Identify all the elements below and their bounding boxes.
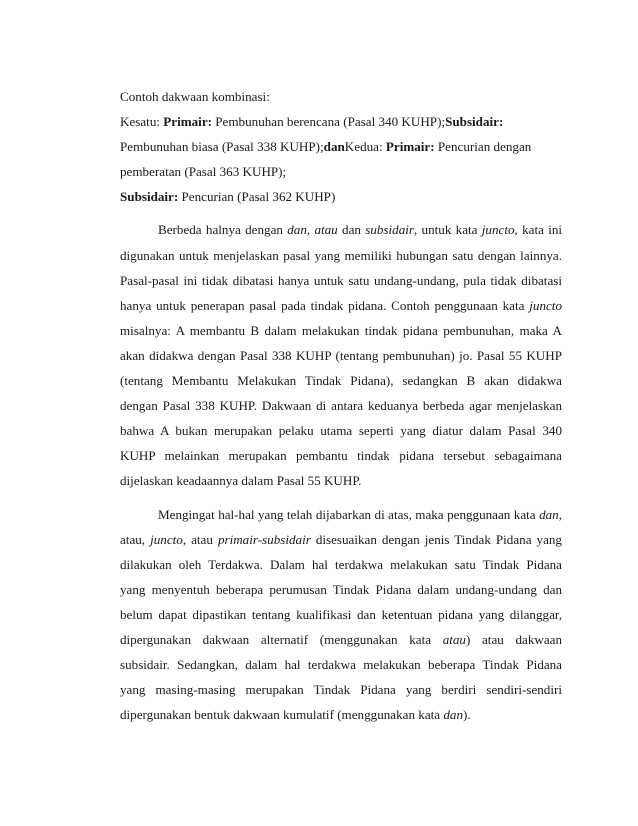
text-span: subsidair. Sedangkan, dalam hal terdakwa melakukan beberapa Tindak Pidana [120, 657, 562, 672]
text-span: dilakukan oleh Terdakwa. Dalam hal terdakwa melakukan satu Tindak Pidana [120, 557, 562, 572]
italic-span: dan [443, 707, 464, 722]
example-heading-text: Contoh dakwaan kombinasi: [120, 89, 270, 104]
example-line-1 [120, 114, 562, 130]
para2-line-3 [120, 557, 562, 573]
text-span: , untuk kata [413, 222, 482, 237]
text-span: bahwa A bukan merupakan pelaku utama seperti yang diatur dalam Pasal 340 [120, 423, 562, 438]
text-span: (tentang Membantu Melakukan Tindak Pidana), sedangkan B akan didakwa [120, 373, 562, 388]
text-span: Pembunuhan berencana (Pasal 340 KUHP); [212, 114, 446, 129]
italic-span: juncto [529, 298, 562, 313]
bold-span: dan [323, 139, 345, 154]
para1-line-11 [120, 473, 562, 489]
text-span: dan [337, 222, 366, 237]
para2-line-1 [158, 507, 562, 523]
text-span: Pencurian (Pasal 362 KUHP) [178, 189, 336, 204]
text-span: digunakan untuk menjelaskan pasal yang memiliki hubungan satu dengan lainnya. [120, 248, 562, 263]
bold-span: Subsidair: [120, 189, 179, 204]
text-span: disesuaikan dengan jenis Tindak Pidana yang [310, 532, 562, 547]
italic-span: subsidair [365, 222, 414, 237]
text-span: belum dapat dipastikan tentang kualifikasi dan ketentuan pidana yang dilanggar, [120, 607, 562, 622]
text-span: dipergunakan dakwaan alternatif (menggunakan kata [120, 632, 443, 647]
italic-span: dan, atau [287, 222, 338, 237]
text-span: yang menyentuh beberapa perumusan Tindak Pidana dalam undang-undang dan [120, 582, 562, 597]
para1-line-10 [120, 448, 562, 464]
bold-span: Subsidair: [445, 114, 504, 129]
text-span: hanya untuk penerapan pasal pada tindak pidana. Contoh penggunaan kata [120, 298, 530, 313]
italic-span: juncto [150, 532, 183, 547]
text-span: akan didakwa dengan Pasal 338 KUHP (tentang pembunuhan) jo. Pasal 55 KUHP [120, 348, 562, 363]
text-span: yang masing-masing merupakan Tindak Pidana yang berdiri sendiri-sendiri [120, 682, 562, 697]
text-span: ) atau dakwaan [465, 632, 562, 647]
para1-line-3 [120, 273, 562, 289]
example-line-2 [120, 139, 562, 155]
para2-line-7 [120, 657, 562, 673]
para2-line-5 [120, 607, 562, 623]
bold-span: Primair: [163, 114, 212, 129]
italic-span: atau [442, 632, 466, 647]
para2-line-6 [120, 632, 562, 648]
text-span: Kedua: [344, 139, 386, 154]
para1-line-2 [120, 248, 562, 264]
para1-line-8 [120, 398, 562, 414]
para1-line-5 [120, 323, 562, 339]
italic-span: juncto [481, 222, 515, 237]
text-span: ). [463, 707, 471, 722]
para1-line-9 [120, 423, 562, 439]
para2-line-2 [120, 532, 562, 548]
para2-line-4 [120, 582, 562, 598]
text-span: atau, [120, 532, 151, 547]
text-span: dengan Pasal 338 KUHP. Dakwaan di antara keduanya berbeda agar menjelaskan [120, 398, 562, 413]
example-line-4 [120, 189, 562, 205]
text-span: Pencurian dengan [434, 139, 532, 154]
italic-span: primair-subsidair [217, 532, 311, 547]
para1-line-4 [120, 298, 562, 314]
para2-line-9 [120, 707, 562, 723]
bold-span: Primair: [385, 139, 435, 154]
text-span: KUHP melainkan merupakan pembantu tindak pidana tersebut sebagaimana [120, 448, 562, 463]
text-span: , kata ini [514, 222, 563, 237]
italic-span: dan [539, 507, 559, 522]
text-span: Berbeda halnya dengan [158, 222, 288, 237]
text-span: Pembunuhan biasa (Pasal 338 KUHP); [120, 139, 324, 154]
text-span: misalnya: A membantu B dalam melakukan tindak pidana pembunuhan, maka A [120, 323, 562, 338]
example-heading [120, 89, 562, 105]
text-span: Kesatu: [120, 114, 164, 129]
text-span: dijelaskan keadaannya dalam Pasal 55 KUHP. [120, 473, 362, 488]
example-line-3 [120, 164, 562, 180]
para2-line-8 [120, 682, 562, 698]
text-span: Pasal-pasal ini tidak dibatasi hanya untuk satu undang-undang, pula tidak dibatasi [120, 273, 562, 288]
text-span: pemberatan (Pasal 363 KUHP); [120, 164, 287, 179]
para1-line-7 [120, 373, 562, 389]
text-span: , [558, 507, 562, 522]
para1-line-1 [158, 222, 562, 238]
text-span: Mengingat hal-hal yang telah dijabarkan di atas, maka penggunaan kata [158, 507, 540, 522]
text-span: dipergunakan bentuk dakwaan kumulatif (menggunakan kata [120, 707, 444, 722]
text-span: , atau [182, 532, 218, 547]
para1-line-6 [120, 348, 562, 364]
